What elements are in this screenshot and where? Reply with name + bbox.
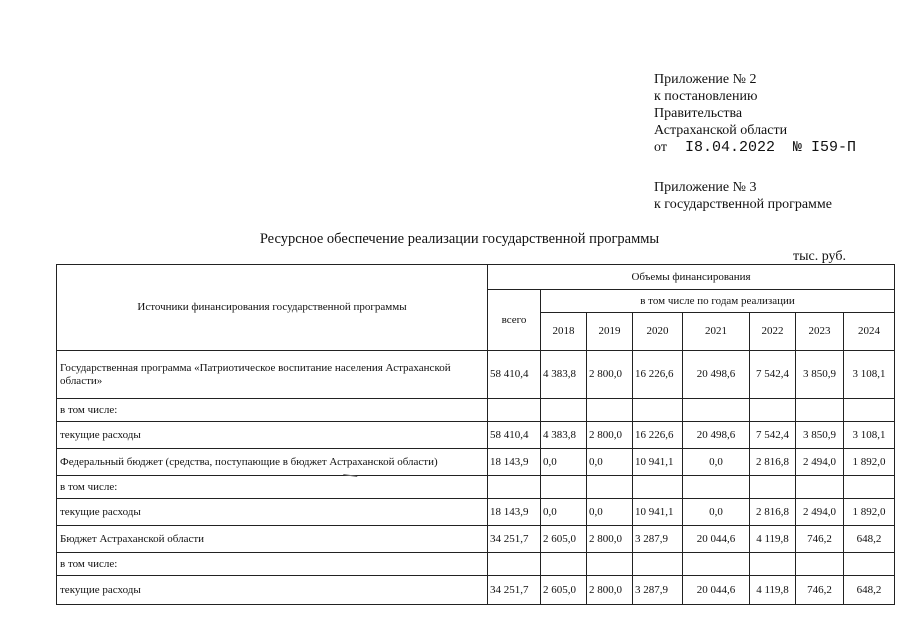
volumes-header: Объемы финансирования: [488, 265, 895, 290]
value-cell: [587, 553, 633, 576]
value-cell: [541, 399, 587, 422]
government: Правительства: [654, 106, 743, 121]
value-cell: [796, 476, 844, 499]
appendix-3-subtitle: к государственной программе: [654, 197, 832, 212]
value-cell: 2 605,0: [541, 526, 587, 553]
order-line: [654, 139, 856, 156]
value-cell: 16 226,6: [633, 422, 683, 449]
to-resolution: к постановлению: [654, 89, 758, 104]
value-cell: 648,2: [844, 526, 895, 553]
source-cell: Федеральный бюджет (средства, поступающие в бюджет Астраханской области): [57, 449, 488, 476]
value-cell: [633, 476, 683, 499]
table-body: [57, 351, 895, 605]
value-cell: 2 494,0: [796, 449, 844, 476]
value-cell: 746,2: [796, 526, 844, 553]
value-cell: 4 119,8: [750, 576, 796, 605]
value-cell: [844, 399, 895, 422]
source-cell: в том числе:: [57, 476, 488, 499]
value-cell: 1 892,0: [844, 499, 895, 526]
total-cell: 58 410,4: [488, 422, 541, 449]
year-header: 2020: [633, 313, 683, 351]
value-cell: 3 287,9: [633, 526, 683, 553]
value-cell: 746,2: [796, 576, 844, 605]
value-cell: [796, 553, 844, 576]
value-cell: [541, 476, 587, 499]
value-cell: [633, 399, 683, 422]
value-cell: 0,0: [541, 499, 587, 526]
table-row: [57, 553, 895, 576]
value-cell: 16 226,6: [633, 351, 683, 399]
value-cell: 2 605,0: [541, 576, 587, 605]
source-cell: текущие расходы: [57, 422, 488, 449]
appendix-2-header: [654, 71, 856, 156]
value-cell: 7 542,4: [750, 422, 796, 449]
value-cell: 0,0: [683, 449, 750, 476]
source-column-header: Источники финансирования государственной программы: [57, 265, 488, 351]
value-cell: 3 287,9: [633, 576, 683, 605]
source-cell: Государственная программа «Патриотическое воспитание населения Астраханской области»: [57, 351, 488, 399]
appendix-3-title: Приложение № 3: [654, 180, 757, 195]
value-cell: 10 941,1: [633, 499, 683, 526]
total-cell: [488, 553, 541, 576]
value-cell: 2 816,8: [750, 499, 796, 526]
value-cell: 2 800,0: [587, 576, 633, 605]
value-cell: [844, 553, 895, 576]
value-cell: [750, 399, 796, 422]
source-cell: в том числе:: [57, 399, 488, 422]
value-cell: 2 494,0: [796, 499, 844, 526]
total-cell: [488, 399, 541, 422]
total-cell: 18 143,9: [488, 499, 541, 526]
value-cell: [587, 399, 633, 422]
appendix-2-title: Приложение № 2: [654, 72, 757, 87]
value-cell: 4 119,8: [750, 526, 796, 553]
total-cell: 34 251,7: [488, 526, 541, 553]
value-cell: 2 800,0: [587, 526, 633, 553]
value-cell: [683, 399, 750, 422]
value-cell: 3 850,9: [796, 422, 844, 449]
table-row: [57, 576, 895, 605]
units-label: тыс. руб.: [793, 249, 846, 264]
source-cell: в том числе:: [57, 553, 488, 576]
order-prefix: от: [654, 140, 667, 155]
order-number: № I59-П: [792, 139, 856, 156]
total-cell: 18 143,9: [488, 449, 541, 476]
value-cell: 20 044,6: [683, 526, 750, 553]
value-cell: 0,0: [541, 449, 587, 476]
value-cell: 0,0: [587, 499, 633, 526]
value-cell: 2 800,0: [587, 422, 633, 449]
value-cell: 3 108,1: [844, 422, 895, 449]
value-cell: [587, 476, 633, 499]
value-cell: [541, 553, 587, 576]
total-header: всего: [488, 290, 541, 351]
value-cell: 20 044,6: [683, 576, 750, 605]
value-cell: 4 383,8: [541, 422, 587, 449]
year-header: 2022: [750, 313, 796, 351]
table-row: [57, 351, 895, 399]
value-cell: 10 941,1: [633, 449, 683, 476]
year-header: 2023: [796, 313, 844, 351]
value-cell: 2 816,8: [750, 449, 796, 476]
value-cell: [633, 553, 683, 576]
table-row: [57, 476, 895, 499]
document-title: Ресурсное обеспечение реализации государственной программы: [259, 231, 660, 247]
by-years-header: в том числе по годам реализации: [541, 290, 895, 313]
table-row: [57, 499, 895, 526]
value-cell: [750, 476, 796, 499]
value-cell: 4 383,8: [541, 351, 587, 399]
value-cell: 20 498,6: [683, 351, 750, 399]
value-cell: [796, 399, 844, 422]
year-header: 2024: [844, 313, 895, 351]
table-row: [57, 526, 895, 553]
year-header: 2021: [683, 313, 750, 351]
value-cell: 3 850,9: [796, 351, 844, 399]
appendix-3-header: [654, 179, 832, 213]
value-cell: 3 108,1: [844, 351, 895, 399]
value-cell: [844, 476, 895, 499]
total-cell: 34 251,7: [488, 576, 541, 605]
total-cell: 58 410,4: [488, 351, 541, 399]
total-cell: [488, 476, 541, 499]
value-cell: 20 498,6: [683, 422, 750, 449]
year-header: 2018: [541, 313, 587, 351]
value-cell: [683, 553, 750, 576]
value-cell: 1 892,0: [844, 449, 895, 476]
value-cell: [750, 553, 796, 576]
year-header: 2019: [587, 313, 633, 351]
region: Астраханской области: [654, 123, 788, 138]
table-row: [57, 422, 895, 449]
value-cell: [683, 476, 750, 499]
table-row: [57, 399, 895, 422]
source-cell: текущие расходы: [57, 576, 488, 605]
value-cell: 7 542,4: [750, 351, 796, 399]
value-cell: 0,0: [587, 449, 633, 476]
value-cell: 0,0: [683, 499, 750, 526]
value-cell: 2 800,0: [587, 351, 633, 399]
value-cell: 648,2: [844, 576, 895, 605]
table-row: [57, 449, 895, 476]
funding-table: [56, 264, 895, 605]
source-cell: Бюджет Астраханской области: [57, 526, 488, 553]
order-date: I8.04.2022: [684, 139, 775, 156]
source-cell: текущие расходы: [57, 499, 488, 526]
